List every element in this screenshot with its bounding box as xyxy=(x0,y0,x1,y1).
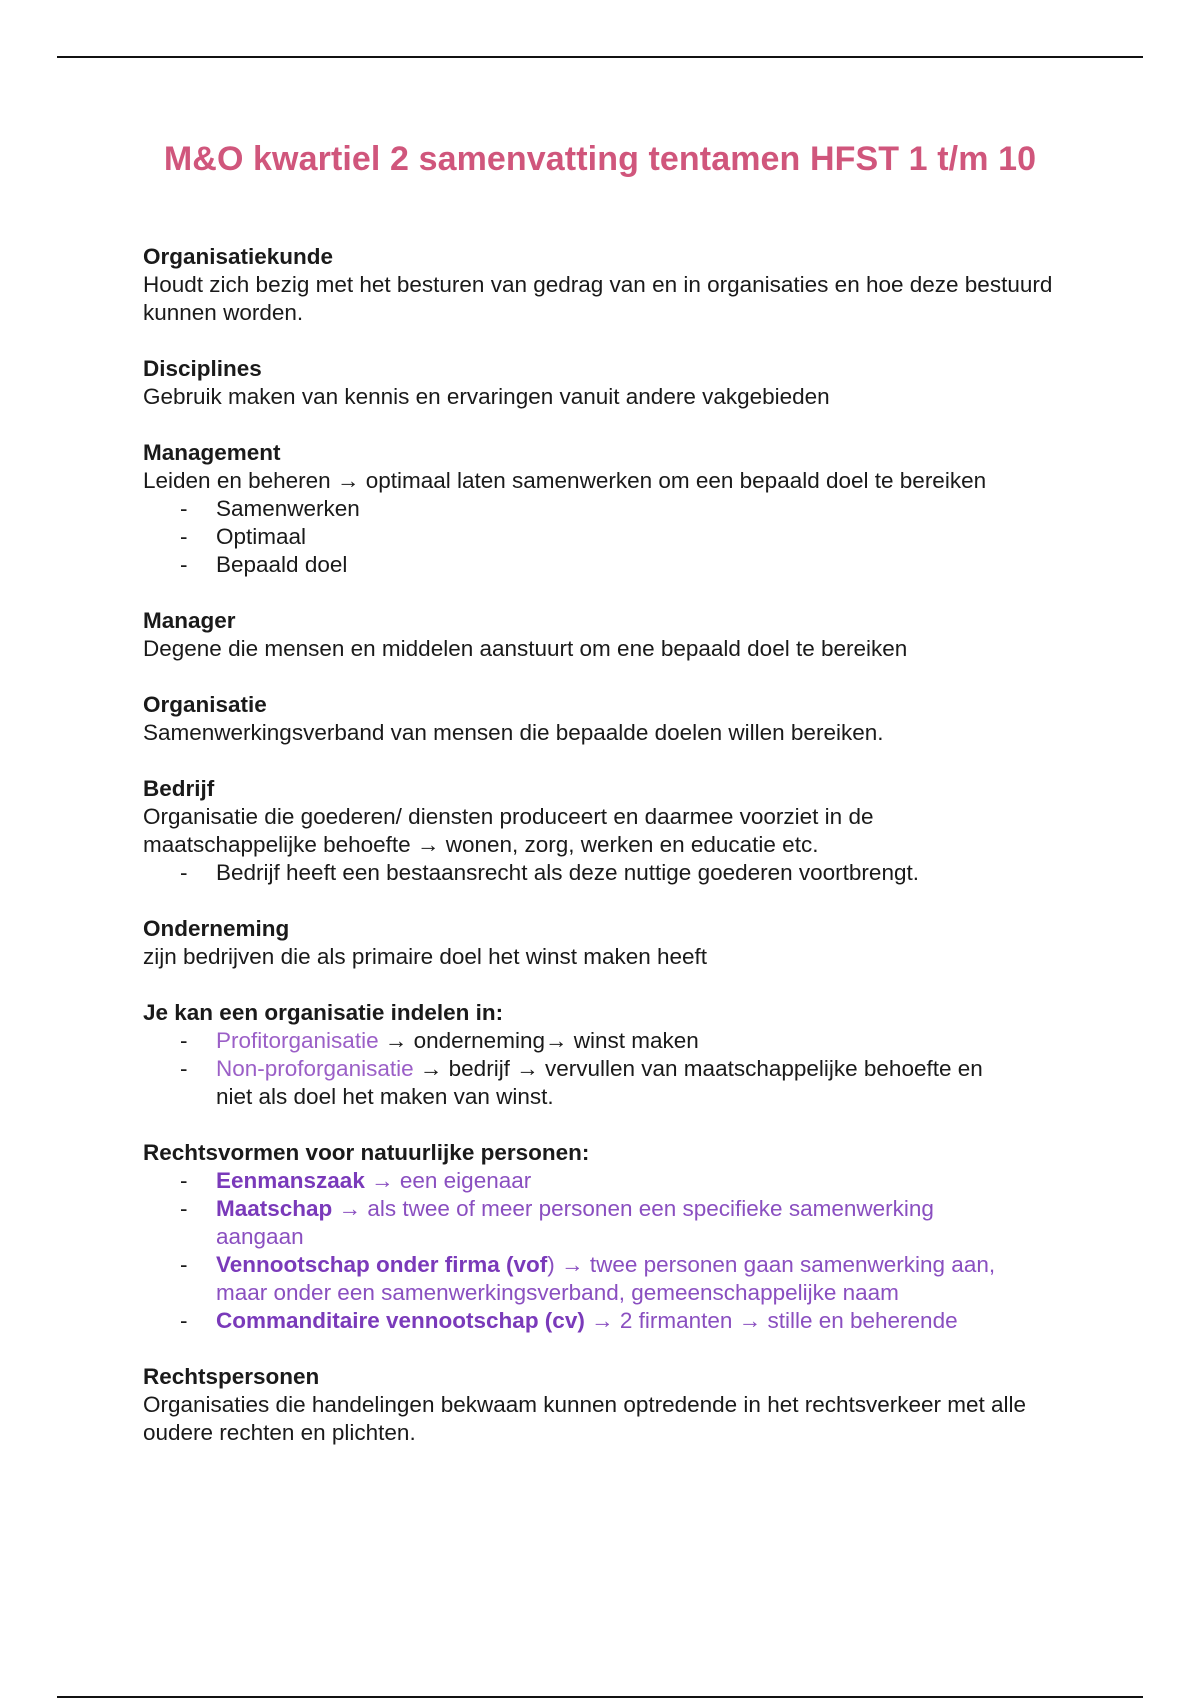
list-item xyxy=(143,1195,1083,1251)
text-part: niet als doel het maken van winst. xyxy=(216,1084,554,1109)
list-item xyxy=(143,1307,1083,1335)
arrow-icon: → xyxy=(561,1252,584,1277)
list-item xyxy=(143,1251,1083,1307)
dash-marker: - xyxy=(180,1196,188,1221)
dash-marker: - xyxy=(180,552,188,577)
text-part: bedrijf xyxy=(448,1056,510,1081)
section-onderneming xyxy=(143,915,1083,971)
dash-marker: - xyxy=(180,1168,188,1193)
section-indelen xyxy=(143,999,1083,1111)
term-vof: Vennootschap onder firma (vof xyxy=(216,1252,548,1277)
dash-marker: - xyxy=(180,1028,188,1053)
term-cv: Commanditaire vennootschap (cv) xyxy=(216,1308,585,1333)
list-item xyxy=(143,1055,1083,1111)
dash-marker: - xyxy=(180,1252,188,1277)
arrow-icon: → xyxy=(384,1028,408,1053)
section-heading: Organisatie xyxy=(143,692,267,717)
text-part: ) xyxy=(547,1252,555,1277)
term-maatschap: Maatschap xyxy=(216,1196,333,1221)
list-item xyxy=(143,495,1083,523)
document-body xyxy=(143,243,1083,1475)
list-item-text: Bepaald doel xyxy=(216,552,348,577)
section-rechtsvormen xyxy=(143,1139,1083,1335)
arrow-icon: → xyxy=(591,1308,614,1333)
section-heading: Disciplines xyxy=(143,356,262,381)
section-rechtspersonen xyxy=(143,1363,1083,1447)
list-item-text: Samenwerken xyxy=(216,496,360,521)
text-part: winst maken xyxy=(573,1028,699,1053)
section-organisatiekunde xyxy=(143,243,1083,327)
section-text: Organisatie die goederen/ diensten produceert en daarmee voorziet in de xyxy=(143,804,874,829)
text-part: maatschappelijke behoefte xyxy=(143,832,411,857)
text-part: maar onder een samenwerkingsverband, gemeenschappelijke naam xyxy=(216,1280,899,1305)
arrow-icon: → xyxy=(419,1056,443,1081)
arrow-icon: → xyxy=(336,468,360,493)
list-item xyxy=(143,1167,1083,1195)
dash-marker: - xyxy=(180,524,188,549)
list-item xyxy=(143,1027,1083,1055)
dash-marker: - xyxy=(180,860,188,885)
text-part: onderneming xyxy=(413,1028,545,1053)
section-bedrijf xyxy=(143,775,1083,887)
term-eenmanszaak: Eenmanszaak xyxy=(216,1168,365,1193)
section-heading: Bedrijf xyxy=(143,776,215,801)
section-management xyxy=(143,439,1083,579)
text-part: vervullen van maatschappelijke behoefte en xyxy=(544,1056,983,1081)
list-item-text: Optimaal xyxy=(216,524,307,549)
bottom-rule xyxy=(57,1696,1143,1698)
text-part: aangaan xyxy=(216,1224,304,1249)
text-part: optimaal laten samenwerken om een bepaald doel te bereiken xyxy=(365,468,987,493)
dash-marker: - xyxy=(180,1308,188,1333)
section-text: Samenwerkingsverband van mensen die bepaalde doelen willen bereiken. xyxy=(143,720,884,745)
management-list xyxy=(143,495,1083,579)
rechtsvormen-list xyxy=(143,1167,1083,1335)
text-part: Leiden en beheren xyxy=(143,468,331,493)
term-profitorganisatie: Profitorganisatie xyxy=(216,1028,379,1053)
list-item xyxy=(143,551,1083,579)
arrow-icon: → xyxy=(738,1308,762,1333)
dash-marker: - xyxy=(180,1056,188,1081)
document-title: M&O kwartiel 2 samenvatting tentamen HFST 1 t/m 10 xyxy=(163,140,1037,178)
indelen-list xyxy=(143,1027,1083,1111)
text-part: twee personen gaan samenwerking aan, xyxy=(589,1252,996,1277)
section-heading: Rechtspersonen xyxy=(143,1364,320,1389)
section-text xyxy=(143,467,1083,495)
term-non-proforganisatie: Non-proforganisatie xyxy=(216,1056,414,1081)
section-disciplines xyxy=(143,355,1083,411)
list-item-text: Bedrijf heeft een bestaansrecht als deze nuttige goederen voortbrengt. xyxy=(216,860,919,885)
section-heading: Rechtsvormen voor natuurlijke personen: xyxy=(143,1140,590,1165)
arrow-icon: → xyxy=(371,1168,394,1193)
section-text: zijn bedrijven die als primaire doel het winst maken heeft xyxy=(143,944,708,969)
section-manager xyxy=(143,607,1083,663)
arrow-icon: → xyxy=(516,1056,539,1081)
arrow-icon: → xyxy=(416,832,440,857)
list-item xyxy=(143,523,1083,551)
text-part: een eigenaar xyxy=(399,1168,532,1193)
dash-marker: - xyxy=(180,496,188,521)
bedrijf-list xyxy=(143,859,1083,887)
text-part: als twee of meer personen een specifieke samenwerking xyxy=(367,1196,934,1221)
text-part: 2 firmanten xyxy=(619,1308,733,1333)
section-heading: Je kan een organisatie indelen in: xyxy=(143,1000,504,1025)
section-heading: Organisatiekunde xyxy=(143,244,334,269)
text-part: stille en beherende xyxy=(767,1308,958,1333)
top-rule xyxy=(57,56,1143,58)
section-text: Organisaties die handelingen bekwaam kunnen optredende in het rechtsverkeer met alle oudere rechten en plichten. xyxy=(143,1392,1027,1445)
arrow-icon: → xyxy=(338,1196,362,1221)
section-text: Degene die mensen en middelen aanstuurt om ene bepaald doel te bereiken xyxy=(143,636,908,661)
list-item xyxy=(143,859,1083,887)
text-part: wonen, zorg, werken en educatie etc. xyxy=(445,832,819,857)
section-text: Gebruik maken van kennis en ervaringen vanuit andere vakgebieden xyxy=(143,384,830,409)
section-organisatie xyxy=(143,691,1083,747)
section-text: Houdt zich bezig met het besturen van gedrag van en in organisaties en hoe deze bestuurd kunnen worden. xyxy=(143,272,1053,325)
section-text xyxy=(143,831,1083,859)
section-heading: Management xyxy=(143,440,281,465)
arrow-icon: → xyxy=(544,1028,568,1053)
section-heading: Manager xyxy=(143,608,236,633)
section-heading: Onderneming xyxy=(143,916,290,941)
